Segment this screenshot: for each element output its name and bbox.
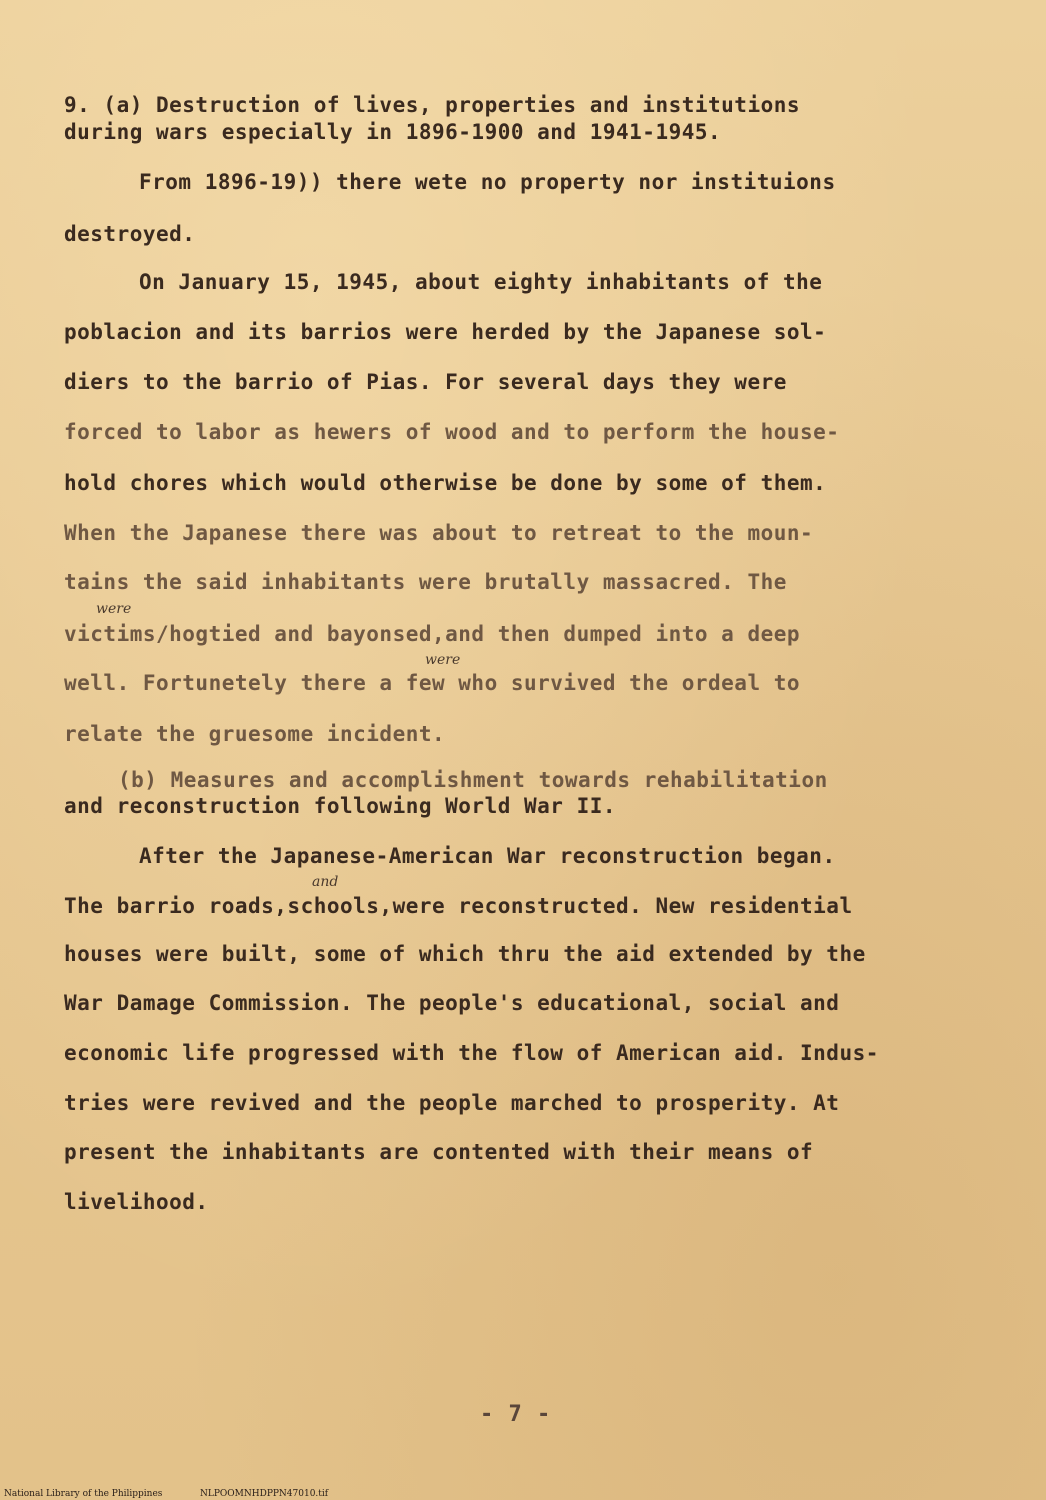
para2-line2: poblacion and its barrios were herded by the Japanese sol-	[64, 320, 827, 344]
para-b-line7: present the inhabitants are contented with their means of	[64, 1140, 814, 1164]
para2-line5: hold chores which would otherwise be done by some of them.	[64, 471, 827, 495]
para2-line6: When the Japanese there was about to retreat to the moun-	[64, 521, 814, 545]
handwritten-and: and	[312, 874, 339, 890]
para2-line1: On January 15, 1945, about eighty inhabitants of the	[139, 270, 823, 294]
footer-library: National Library of the Philippines	[4, 1489, 163, 1499]
para2-line7: tains the said inhabitants were brutally massacred. The	[64, 570, 787, 594]
para1-line1: From 1896-19)) there wete no property nor instituions	[139, 170, 836, 194]
section-a-heading-line2: during wars especially in 1896-1900 and 1941-1945.	[64, 120, 722, 144]
footer-file: NLPOOMNHDPPN47010.tif	[200, 1489, 329, 1499]
para-b-line8: livelihood.	[64, 1190, 209, 1214]
para-b-line1: After the Japanese-American War reconstruction began.	[139, 844, 836, 868]
para-b-line6: tries were revived and the people marched to prosperity. At	[64, 1091, 840, 1115]
handwritten-were-2: were	[425, 652, 461, 668]
para2-line10: relate the gruesome incident.	[64, 722, 446, 746]
para-b-line5: economic life progressed with the flow of American aid. Indus-	[64, 1041, 879, 1065]
section-b-heading-line2: and reconstruction following World War II.	[64, 794, 617, 818]
section-b-heading-line1: (b) Measures and accomplishment towards rehabilitation	[118, 768, 828, 792]
para2-line4: forced to labor as hewers of wood and to perform the house-	[64, 420, 840, 444]
para2-line8: victims/hogtied and bayonsed,and then dumped into a deep	[64, 622, 801, 646]
para2-line9: well. Fortunetely there a few who survived the ordeal to	[64, 671, 801, 695]
para2-line3: diers to the barrio of Pias. For several days they were	[64, 370, 787, 394]
page-number: - 7 -	[480, 1402, 552, 1427]
section-a-heading-line1: 9. (a) Destruction of lives, properties and institutions	[64, 93, 801, 117]
handwritten-were-1: were	[96, 601, 132, 617]
para-b-line4: War Damage Commission. The people's educational, social and	[64, 991, 840, 1015]
para1-line2: destroyed.	[64, 222, 196, 246]
para-b-line2: The barrio roads,schools,were reconstructed. New residential	[64, 894, 853, 918]
para-b-line3: houses were built, some of which thru the aid extended by the	[64, 942, 866, 966]
